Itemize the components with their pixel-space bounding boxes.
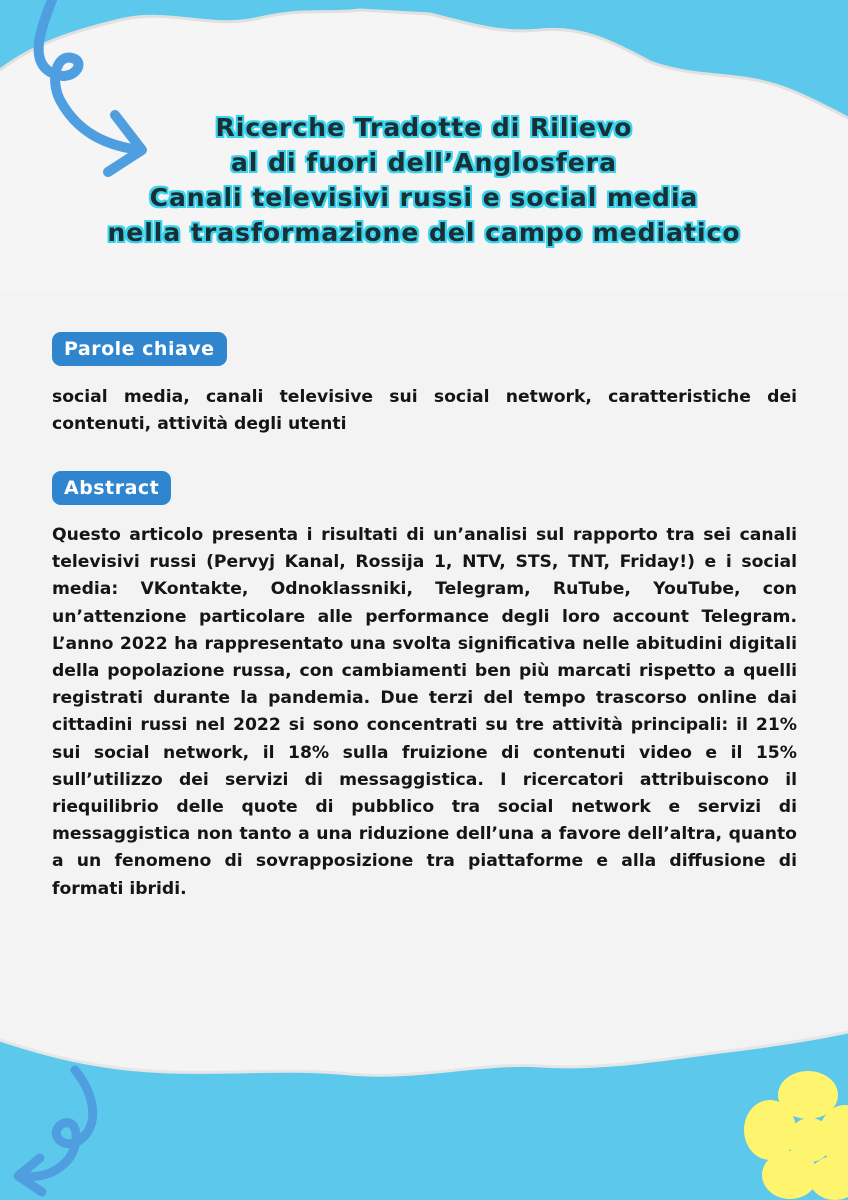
title-line-4: nella trasformazione del campo mediatico <box>107 218 741 247</box>
title-line-1: Ricerche Tradotte di Rilievo <box>215 113 633 142</box>
abstract-heading: Abstract <box>52 471 171 505</box>
page-title <box>0 110 848 250</box>
keywords-text: social media, canali televisive sui social network, caratteristiche dei contenuti, attività degli utenti <box>52 387 797 434</box>
bottom-sky-band <box>0 1032 848 1200</box>
abstract-text: Questo articolo presenta i risultati di un’analisi sul rapporto tra sei canali televisivi russi (Pervyj Kanal, Rossija 1, NTV, STS, TNT, Friday!) e i social media: VKontakte, Odnoklassniki, Telegram, RuTube, YouTube, con un’attenzione particolare alle performance degli loro account Telegram. L’anno 2022 ha rappresentato una svolta significativa nelle abitudini digitali della popolazione russa, con cambiamenti ben più marcati rispetto a quelli registrati durante la pandemia. Due terzi del tempo trascorso online dai cittadini russi nel 2022 si sono concentrati su tre attività principali: il 21% sui social network, il 18% sulla fruizione di contenuti video e il 15% sull’utilizzo dei servizi di messaggistica. I ricercatori attribuiscono il riequilibrio delle quote di pubblico tra social network e servizi di messaggistica non tanto a una riduzione dell’una a favore dell’altra, quanto a un fenomeno di sovrapposizione tra piattaforme e alla diffusione di formati ibridi. <box>52 525 797 899</box>
title-line-2: al di fuori dell’Anglosfera <box>231 148 617 177</box>
keywords-heading: Parole chiave <box>52 332 227 366</box>
title-line-3: Canali televisivi russi e social media <box>149 183 699 212</box>
